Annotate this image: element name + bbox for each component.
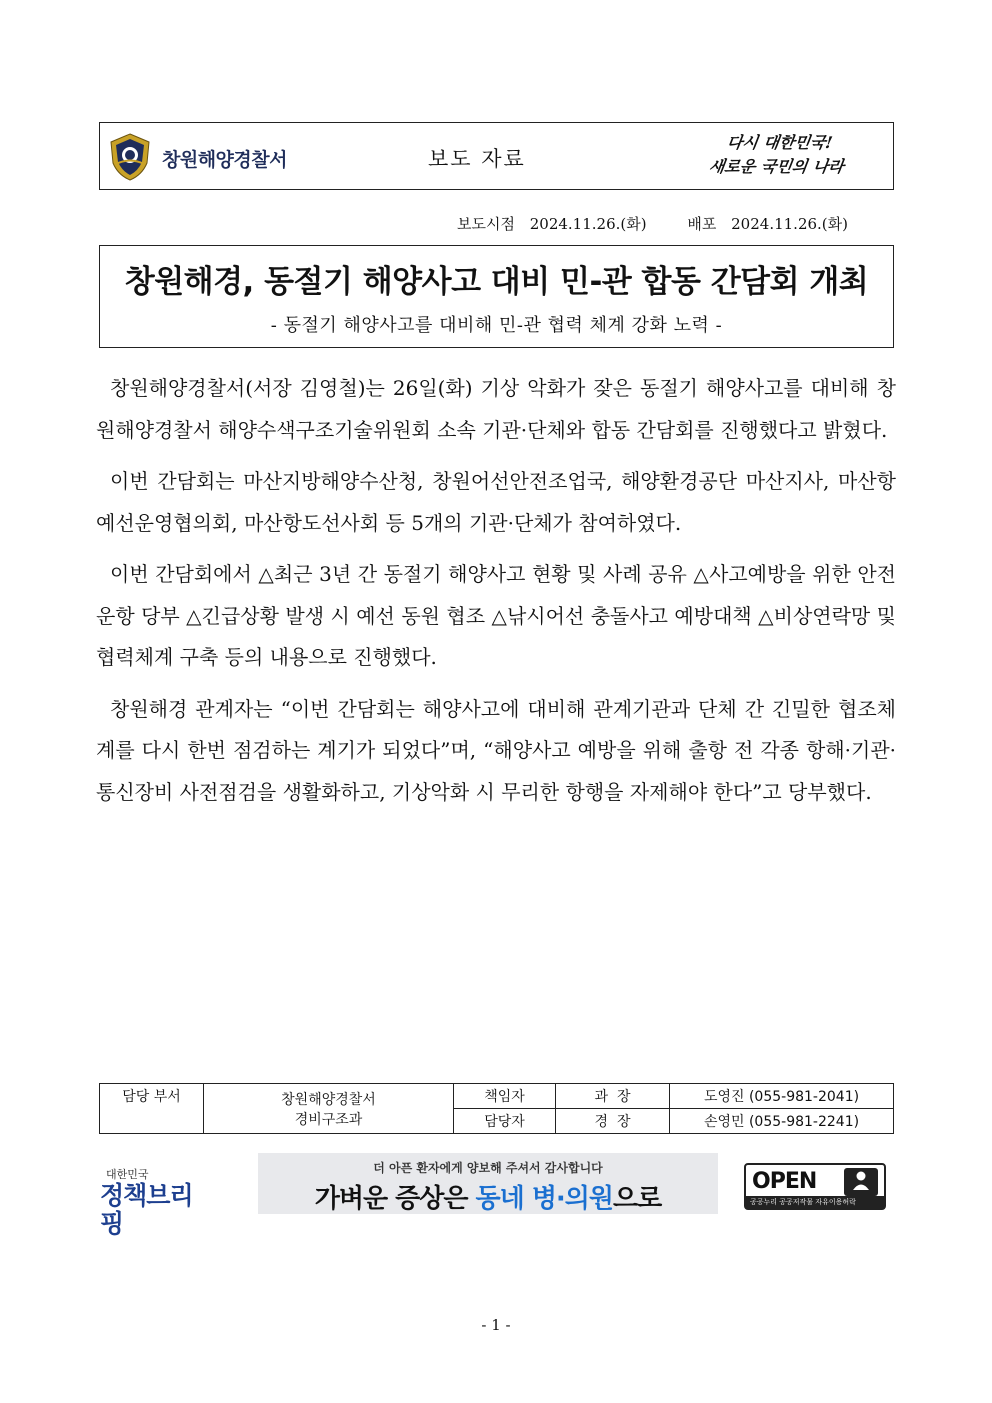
- page-number: - 1 -: [481, 1316, 511, 1334]
- contact-rank: 과 장: [556, 1084, 670, 1109]
- coast-guard-emblem-icon: [108, 133, 152, 181]
- dept-line-1: 창원해양경찰서: [281, 1091, 376, 1108]
- briefing-small-text: 대한민국: [106, 1168, 149, 1181]
- sub-title: - 동절기 해양사고를 대비해 민-관 협력 체계 강화 노력 -: [270, 315, 723, 336]
- open-word: OPEN: [752, 1169, 817, 1194]
- title-box: [99, 245, 894, 348]
- distribution-label: 배포: [687, 215, 717, 233]
- dept-line-2: 경비구조과: [294, 1111, 363, 1128]
- distribution-date: 2024.11.26.(화): [731, 215, 848, 233]
- banner-text-part-1: 가벼운 증상은: [314, 1184, 476, 1214]
- attribution-person-icon: [844, 1168, 878, 1196]
- slogan: [665, 131, 892, 179]
- contact-person: 도영진 (055-981-2041): [670, 1084, 894, 1109]
- table-row: [100, 1084, 894, 1109]
- slogan-line-2: 새로운 국민의 나라: [707, 157, 846, 176]
- document-type: 보도 자료: [428, 147, 526, 171]
- public-campaign-banner[interactable]: [258, 1153, 718, 1214]
- slogan-line-1: 다시 대한민국!: [725, 133, 834, 152]
- banner-bottom-text: [258, 1178, 718, 1214]
- header-box: [99, 122, 894, 190]
- body-paragraph-1: 창원해양경찰서(서장 김영철)는 26일(화) 기상 악화가 잦은 동절기 해양사고를 대비해 창원해양경찰서 해양수색구조기술위원회 소속 기관·단체와 합동 간담회를 진행했다고 밝혔다.: [96, 376, 896, 442]
- kogl-open-badge: [744, 1163, 886, 1210]
- contact-role: 담당자: [454, 1109, 556, 1134]
- dept-label: 담당 부서: [100, 1084, 204, 1134]
- agency-name: 창원해양경찰서: [162, 149, 287, 171]
- contact-person: 손영민 (055-981-2241): [670, 1109, 894, 1134]
- body-paragraph-4: 창원해경 관계자는 “이번 간담회는 해양사고에 대비해 관계기관과 단체 간 긴밀한 협조체계를 다시 한번 점검하는 계기가 되었다”며, “해양사고 예방을 위해 출항 전 각종 항해·기관·통신장비 사전점검을 생활화하고, 기상악화 시 무리한 항행을 자제해야 한다”고 당부했다.: [96, 696, 896, 804]
- release-dates: [0, 213, 848, 234]
- banner-text-highlight: 동네 병·의원: [475, 1184, 614, 1214]
- open-foot-text: 공공누리 공공저작물 자유이용허락: [746, 1196, 884, 1208]
- release-label: 보도시점: [456, 215, 515, 233]
- main-title: 창원해경, 동절기 해양사고 대비 민-관 합동 간담회 개최: [124, 264, 869, 300]
- dept-name: [204, 1084, 454, 1134]
- contact-table: [99, 1083, 894, 1134]
- contact-role: 책임자: [454, 1084, 556, 1109]
- banner-top-text: 더 아픈 환자에게 양보해 주셔서 감사합니다: [373, 1161, 603, 1175]
- release-date: 2024.11.26.(화): [529, 215, 647, 233]
- banner-text-part-3: 으로: [613, 1184, 662, 1214]
- briefing-big-text: 정책브리핑: [100, 1181, 193, 1238]
- policy-briefing-logo[interactable]: [100, 1166, 210, 1238]
- body-paragraph-3: 이번 간담회에서 △최근 3년 간 동절기 해양사고 현황 및 사례 공유 △사고예방을 위한 안전 운항 당부 △긴급상황 발생 시 예선 동원 협조 △낚시어선 충돌사고 예방대책 △비상연락망 및 협력체계 구축 등의 내용으로 진행했다.: [96, 562, 896, 669]
- article-body: [96, 368, 896, 823]
- body-paragraph-2: 이번 간담회는 마산지방해양수산청, 창원어선안전조업국, 해양환경공단 마산지사, 마산항예선운영협의회, 마산항도선사회 등 5개의 기관·단체가 참여하였다.: [96, 469, 896, 535]
- contact-rank: 경 장: [556, 1109, 670, 1134]
